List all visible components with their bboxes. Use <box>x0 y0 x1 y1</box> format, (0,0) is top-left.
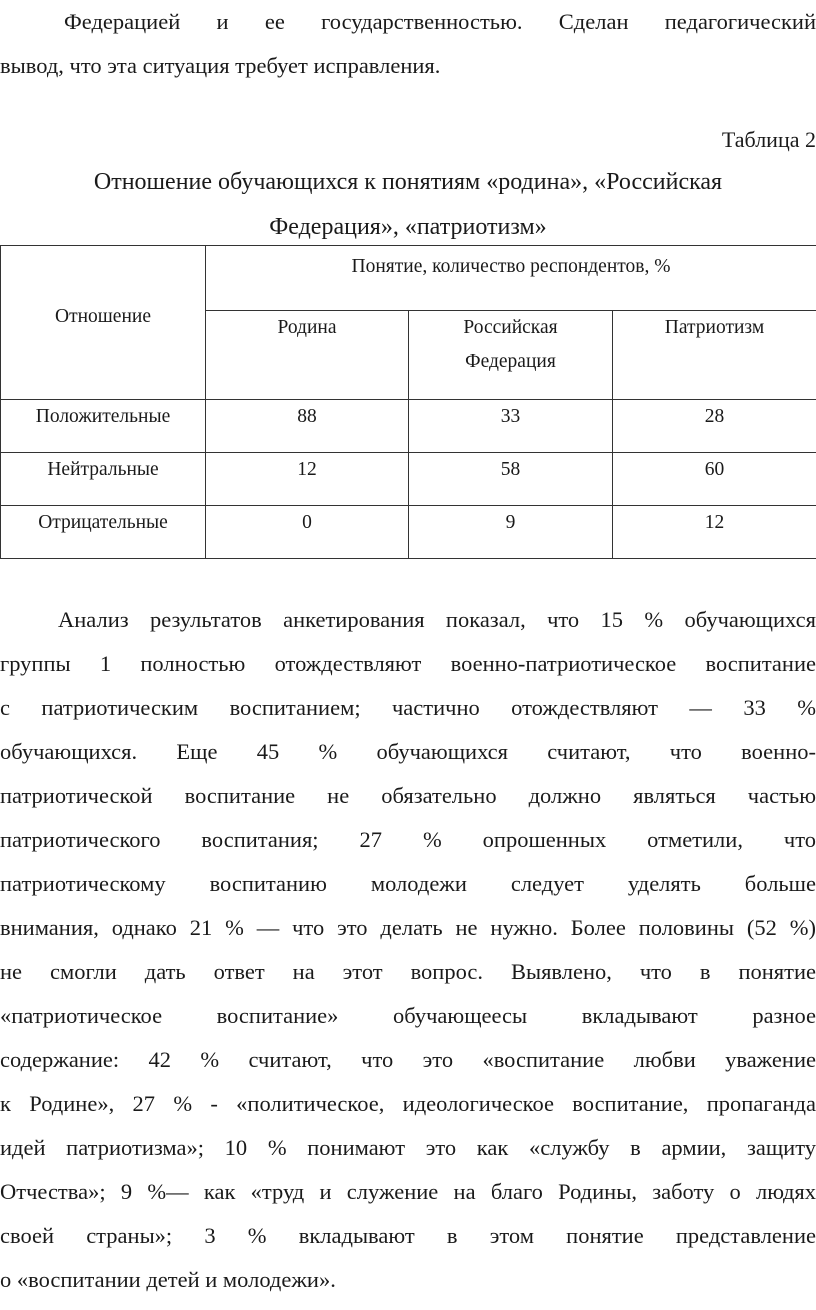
caption-line-1: Отношение обучающихся к понятиям «родина», «Российская <box>93 169 723 195</box>
table-cell: 33 <box>409 400 613 453</box>
column-header-rf-line-1: Российская <box>463 317 558 338</box>
analysis-paragraph <box>0 598 816 1302</box>
caption-line-2: Федерация», «патриотизм» <box>269 214 547 240</box>
analysis-line: не смогли дать ответ на этот вопрос. Выявлено, что в понятие <box>0 959 816 984</box>
analysis-line: к Родине», 27 % - «политическое, идеологическое воспитание, пропаганда <box>0 1091 816 1116</box>
analysis-line: о «воспитании детей и молодежи». <box>0 1267 336 1292</box>
row-header-cell: Отношение <box>1 246 206 400</box>
row-label: Отрицательные <box>1 506 206 559</box>
analysis-line: Анализ результатов анкетирования показал, что 15 % обучающихся <box>58 607 816 632</box>
analysis-line: патриотического воспитания; 27 % опрошенных отметили, что <box>0 827 816 852</box>
analysis-line: с патриотическим воспитанием; частично отождествляют — 33 % <box>0 695 816 720</box>
attitude-table <box>0 245 816 559</box>
column-header-rf-line-2: Федерация <box>465 351 556 372</box>
table-cell: 28 <box>613 400 816 453</box>
analysis-line: Отчества»; 9 %— как «труд и служение на благо Родины, заботу о людях <box>0 1179 816 1204</box>
table-row <box>1 400 816 453</box>
row-label: Положительные <box>1 400 206 453</box>
analysis-line: патриотическому воспитанию молодежи следует уделять больше <box>0 871 816 896</box>
intro-line-1: Федерацией и ее государственностью. Сделан педагогический <box>64 9 816 34</box>
group-header-cell: Понятие, количество респондентов, % <box>206 246 816 311</box>
analysis-line: патриотической воспитание не обязательно должно являться частью <box>0 783 816 808</box>
column-header-rodina: Родина <box>206 311 409 400</box>
row-label: Нейтральные <box>1 453 206 506</box>
table-cell: 88 <box>206 400 409 453</box>
table-cell: 58 <box>409 453 613 506</box>
analysis-line: обучающихся. Еще 45 % обучающихся считают, что военно- <box>0 739 816 764</box>
column-header-rf <box>409 311 613 400</box>
table-header-row-1 <box>1 246 816 311</box>
intro-paragraph <box>0 0 816 88</box>
table-caption <box>0 160 816 250</box>
analysis-line: «патриотическое воспитание» обучающеесы вкладывают разное <box>0 1003 816 1028</box>
intro-line-2: вывод, что эта ситуация требует исправления. <box>0 53 441 78</box>
analysis-line: внимания, однако 21 % — что это делать не нужно. Более половины (52 %) <box>0 915 816 940</box>
analysis-line: содержание: 42 % считают, что это «воспитание любви уважение <box>0 1047 816 1072</box>
table-label: Таблица 2 <box>721 127 816 152</box>
table-cell: 12 <box>206 453 409 506</box>
analysis-line: своей страны»; 3 % вкладывают в этом понятие представление <box>0 1223 816 1248</box>
table-cell: 12 <box>613 506 816 559</box>
analysis-line: идей патриотизма»; 10 % понимают это как «службу в армии, защиту <box>0 1135 816 1160</box>
table-cell: 9 <box>409 506 613 559</box>
table-row <box>1 506 816 559</box>
column-header-patriotism: Патриотизм <box>613 311 816 400</box>
table-cell: 0 <box>206 506 409 559</box>
table-row <box>1 453 816 506</box>
table-cell: 60 <box>613 453 816 506</box>
analysis-line: группы 1 полностью отождествляют военно-патриотическое воспитание <box>0 651 816 676</box>
